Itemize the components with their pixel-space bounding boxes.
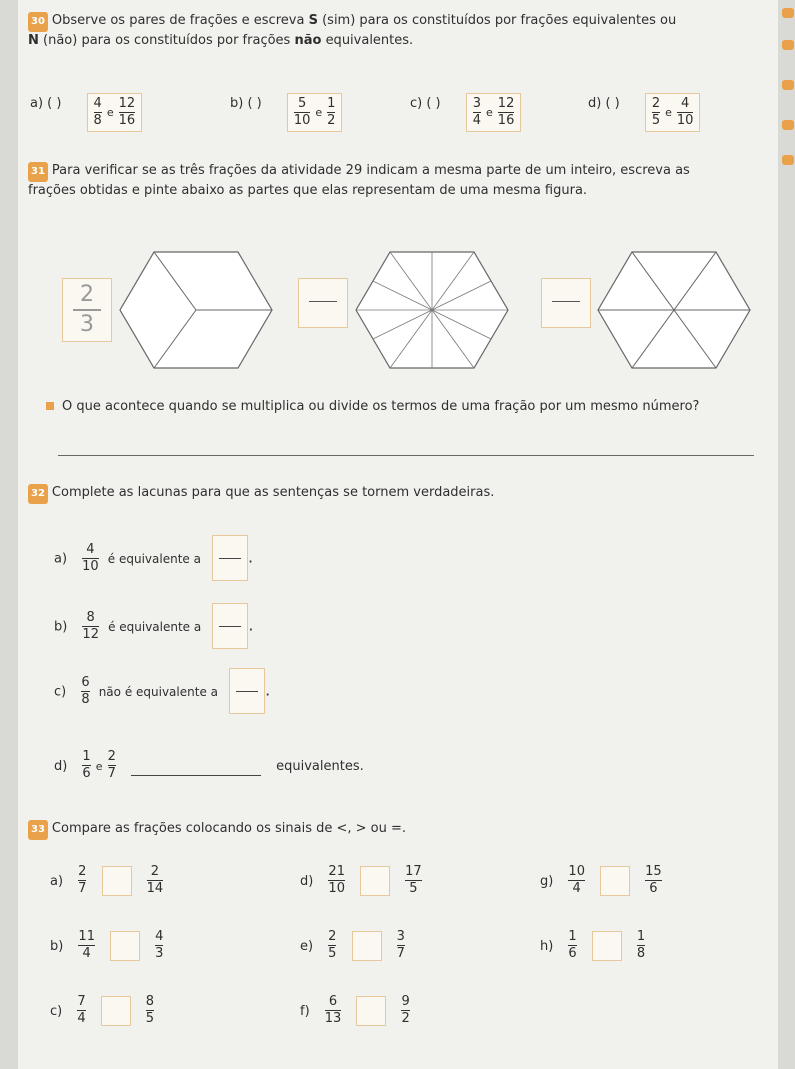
binder-tab xyxy=(782,40,794,50)
compare-box[interactable] xyxy=(352,931,382,961)
answer-box-fraction-1[interactable]: 2 3 xyxy=(62,278,112,342)
answer-box[interactable] xyxy=(212,603,248,649)
q32-item-d: d) $\frac{1}{6}$ e $\frac{2}{7}$ equivalentes. xyxy=(54,749,364,781)
q31-instructions: 31 Para verificar se as três frações da atividade 29 indicam a mesma parte de um inteiro, escreva as frações obtidas e pinte abaixo as partes que elas representam de uma mesma figura. xyxy=(28,163,690,198)
compare-box[interactable] xyxy=(600,866,630,896)
compare-box[interactable] xyxy=(360,866,390,896)
hexagon-thirds[interactable] xyxy=(116,240,276,380)
fraction-pair: $\frac{5}{10}$ e $\frac{1}{2}$ xyxy=(287,93,343,132)
hexagon-twelfths[interactable] xyxy=(352,240,512,380)
q33-item-e: e) $\frac{2}{5}$ $\frac{3}{7}$ xyxy=(300,929,405,961)
answer-line[interactable] xyxy=(131,756,261,776)
q33-item-c: c) $\frac{7}{4}$ $\frac{8}{5}$ xyxy=(50,994,155,1026)
q30-item-d[interactable]: d) ( ) $\frac{2}{5}$ e $\frac{4}{10}$ xyxy=(588,92,700,132)
q33-item-b: b) $\frac{11}{4}$ $\frac{4}{3}$ xyxy=(50,929,164,961)
answer-box-fraction-3[interactable] xyxy=(541,278,591,328)
q31-question: O que acontece quando se multiplica ou divide os termos de uma fração por um mesmo número? xyxy=(46,398,766,416)
answer-line[interactable] xyxy=(58,455,754,456)
fraction-pair: $\frac{4}{8}$ e $\frac{12}{16}$ xyxy=(87,93,143,132)
compare-box[interactable] xyxy=(102,866,132,896)
q33-number: 33 xyxy=(28,820,48,840)
compare-box[interactable] xyxy=(110,931,140,961)
binder-tab xyxy=(782,80,794,90)
q32-item-a: a) $\frac{4}{10}$ é equivalente a . xyxy=(54,535,253,581)
compare-box[interactable] xyxy=(101,996,131,1026)
q30-item-a[interactable]: a) ( ) $\frac{4}{8}$ e $\frac{12}{16}$ xyxy=(30,92,142,132)
q33-item-g: g) $\frac{10}{4}$ $\frac{15}{6}$ xyxy=(540,864,662,896)
hexagon-sixths[interactable] xyxy=(594,240,754,380)
q32-item-b: b) $\frac{8}{12}$ é equivalente a . xyxy=(54,603,253,649)
answer-box[interactable] xyxy=(229,668,265,714)
compare-box[interactable] xyxy=(356,996,386,1026)
q30-item-b[interactable]: b) ( ) $\frac{5}{10}$ e $\frac{1}{2}$ xyxy=(230,92,342,132)
binder-tab xyxy=(782,155,794,165)
fraction-pair: $\frac{3}{4}$ e $\frac{12}{16}$ xyxy=(466,93,522,132)
q33-item-f: f) $\frac{6}{13}$ $\frac{9}{2}$ xyxy=(300,994,410,1026)
answer-box[interactable] xyxy=(212,535,248,581)
q30-number: 30 xyxy=(28,12,48,32)
compare-box[interactable] xyxy=(592,931,622,961)
q30-item-c[interactable]: c) ( ) $\frac{3}{4}$ e $\frac{12}{16}$ xyxy=(410,92,521,132)
q33-title: 33 Compare as frações colocando os sinais de <, > ou =. xyxy=(28,820,406,840)
worksheet-page xyxy=(18,0,778,1069)
binder-tab xyxy=(782,120,794,130)
q33-item-h: h) $\frac{1}{6}$ $\frac{1}{8}$ xyxy=(540,929,646,961)
q31-number: 31 xyxy=(28,162,48,182)
binder-tab xyxy=(782,8,794,18)
answer-box-fraction-2[interactable] xyxy=(298,278,348,328)
q30-instructions: 30 Observe os pares de frações e escreva S (sim) para os constituídos por frações equivalentes ou N (não) para os constituídos por frações não equivalentes. xyxy=(28,13,677,48)
fraction-pair: $\frac{2}{5}$ e $\frac{4}{10}$ xyxy=(645,93,701,132)
q32-number: 32 xyxy=(28,484,48,504)
q32-item-c: c) $\frac{6}{8}$ não é equivalente a . xyxy=(54,668,270,714)
q33-item-d: d) $\frac{21}{10}$ $\frac{17}{5}$ xyxy=(300,864,422,896)
q32-title: 32 Complete as lacunas para que as sentenças se tornem verdadeiras. xyxy=(28,484,494,504)
q33-item-a: a) $\frac{2}{7}$ $\frac{2}{14}$ xyxy=(50,864,164,896)
